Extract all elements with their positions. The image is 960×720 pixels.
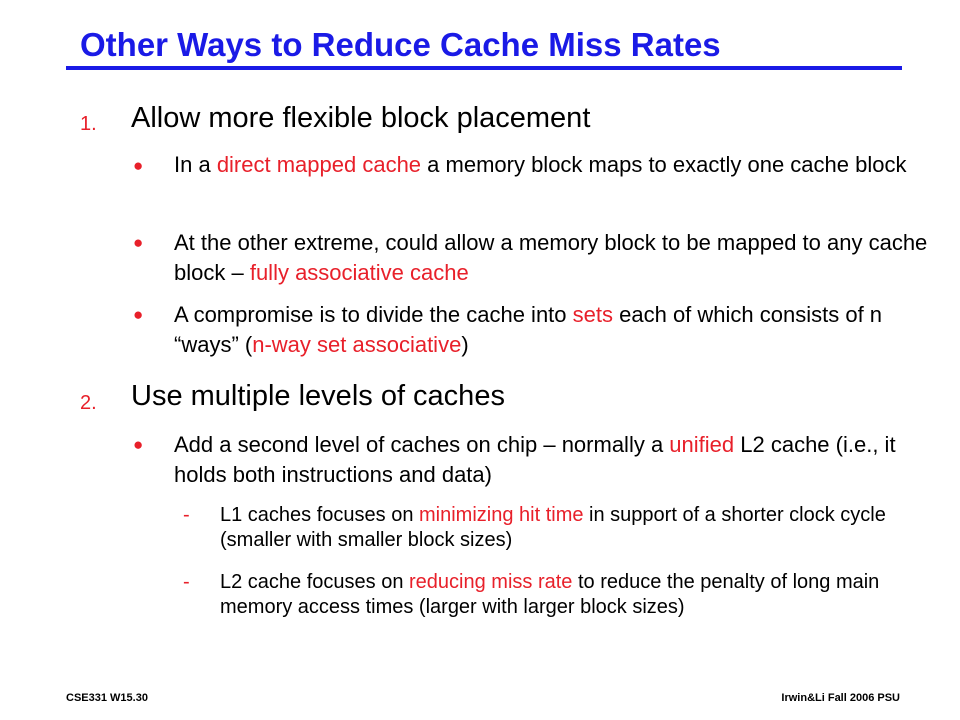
bullet-text-1-1: In a direct mapped cache a memory block maps to exactly one cache block	[174, 152, 907, 177]
bullet-text-2-1: Add a second level of caches on chip – normally a unified L2 cache (i.e., it holds both instructions and data)	[174, 432, 896, 487]
bullet-text-1-2: At the other extreme, could allow a memory block to be mapped to any cache block – fully associative cache	[174, 230, 928, 285]
sub-bullet-text-2-1: L1 caches focuses on minimizing hit time in support of a shorter clock cycle (smaller with smaller block sizes)	[220, 504, 886, 551]
bullet-text-1-3: A compromise is to divide the cache into sets each of which consists of n “ways” (n-way set associative)	[174, 302, 883, 357]
item-number-1: 1.	[80, 113, 97, 135]
sub-bullet-dash: -	[183, 571, 190, 593]
sub-bullet-text-2-2: L2 cache focuses on reducing miss rate to reduce the penalty of long main memory access times (larger with larger block sizes)	[220, 571, 880, 618]
slide-title: Other Ways to Reduce Cache Miss Rates	[80, 26, 721, 63]
item-number-2: 2.	[80, 392, 97, 414]
item-heading-2: Use multiple levels of caches	[131, 380, 505, 412]
item-heading-1: Allow more flexible block placement	[131, 102, 591, 134]
bullet-dot: ●	[133, 435, 144, 454]
title-underline	[66, 66, 902, 70]
sub-bullet-dash: -	[183, 504, 190, 526]
footer-right: Irwin&Li Fall 2006 PSU	[781, 692, 900, 704]
bullet-dot: ●	[133, 305, 144, 324]
bullet-dot: ●	[133, 233, 144, 252]
footer-left: CSE331 W15.30	[66, 692, 148, 704]
bullet-dot: ●	[133, 156, 144, 175]
